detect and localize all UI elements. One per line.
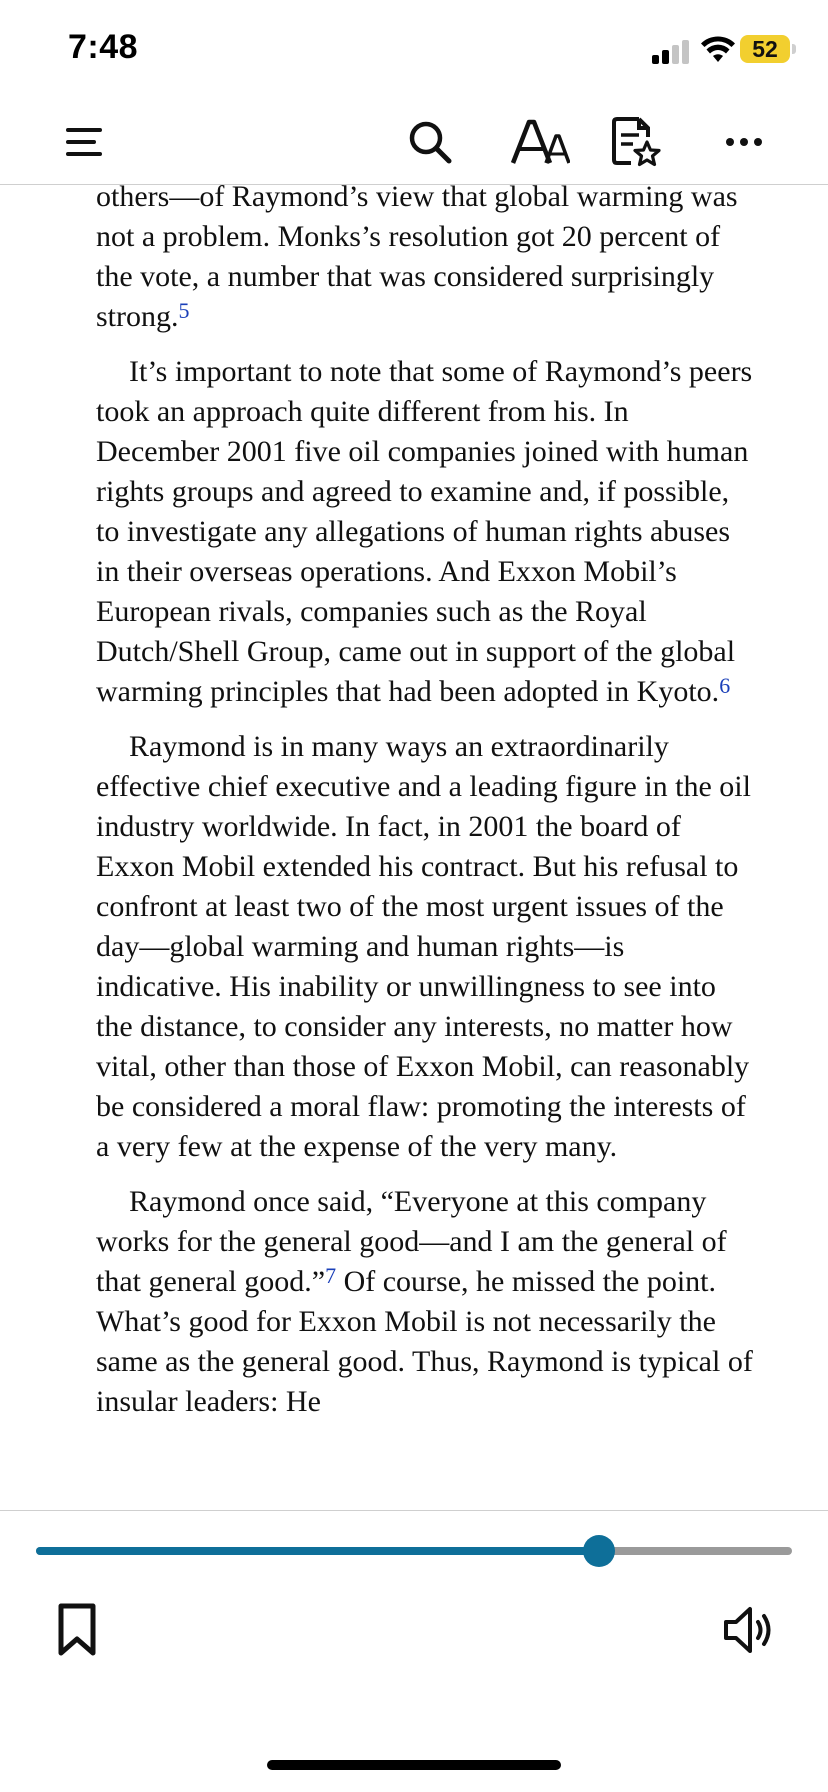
text-size-icon: [510, 117, 570, 167]
battery-level: 52: [740, 35, 790, 63]
reading-progress-slider[interactable]: [36, 1546, 792, 1556]
speaker-icon: [720, 1600, 780, 1660]
menu-button[interactable]: [54, 112, 114, 172]
progress-thumb[interactable]: [583, 1535, 615, 1567]
book-page[interactable]: [0, 185, 828, 1510]
paragraph: Raymond once said, “Everyone at this company works for the general good—and I am the general of that general good.”$^7$ Of course, he missed the point. What’s good for Exxon Mobil is not necessarily the same as the general good. Thus, Raymond is typical of insular leaders: He: [96, 1185, 753, 1418]
text-size-button[interactable]: [505, 112, 575, 172]
bookmark-button[interactable]: [52, 1600, 102, 1660]
more-icon: [724, 136, 764, 148]
paragraph: others—of Raymond’s view that global warming was not a problem. Monks’s resolution got 20 percent of the vote, a number that was considered surprisingly strong.$^5$: [96, 185, 738, 333]
status-time: 7:48: [68, 28, 139, 66]
cellular-signal-icon: [652, 38, 692, 64]
divider: [0, 1510, 828, 1511]
search-icon: [407, 119, 453, 165]
bookmark-icon: [52, 1600, 102, 1660]
read-aloud-button[interactable]: [720, 1600, 780, 1660]
reader-toolbar: [0, 100, 828, 185]
paragraph: Raymond is in many ways an extraordinarily effective chief executive and a leading figure in the oil industry worldwide. In fact, in 2001 the board of Exxon Mobil extended his contract. But his refusal to confront at least two of the most urgent issues of the day—global warming and human rights—is indicative. His inability or unwillingness to see into the distance, to consider any interests, no matter how vital, other than those of Exxon Mobil, can reasonably be considered a moral flaw: promoting the interests of a very few at the expense of the very many.: [96, 730, 751, 1163]
footnote-link[interactable]: 5: [178, 298, 190, 323]
paragraph: It’s important to note that some of Raymond’s peers took an approach quite different from his. In December 2001 five oil companies joined with human rights groups and agreed to examine and, if possible, to investigate any allegations of human rights abuses in their overseas operations. And Exxon Mobil’s European rivals, companies such as the Royal Dutch/Shell Group, came out in support of the global warming principles that had been adopted in Kyoto.$^6$: [96, 355, 753, 708]
search-button[interactable]: [400, 112, 460, 172]
notes-button[interactable]: [606, 112, 666, 172]
notes-icon: [609, 115, 663, 169]
footnote-link[interactable]: 6: [719, 673, 731, 698]
status-bar: [0, 0, 828, 100]
home-indicator[interactable]: [267, 1760, 561, 1770]
battery-tip: [792, 44, 796, 54]
footnote-link[interactable]: 7: [325, 1263, 337, 1288]
more-button[interactable]: [714, 112, 774, 172]
wifi-icon: [700, 36, 736, 64]
menu-icon: [64, 125, 104, 159]
progress-fill: [36, 1547, 599, 1555]
